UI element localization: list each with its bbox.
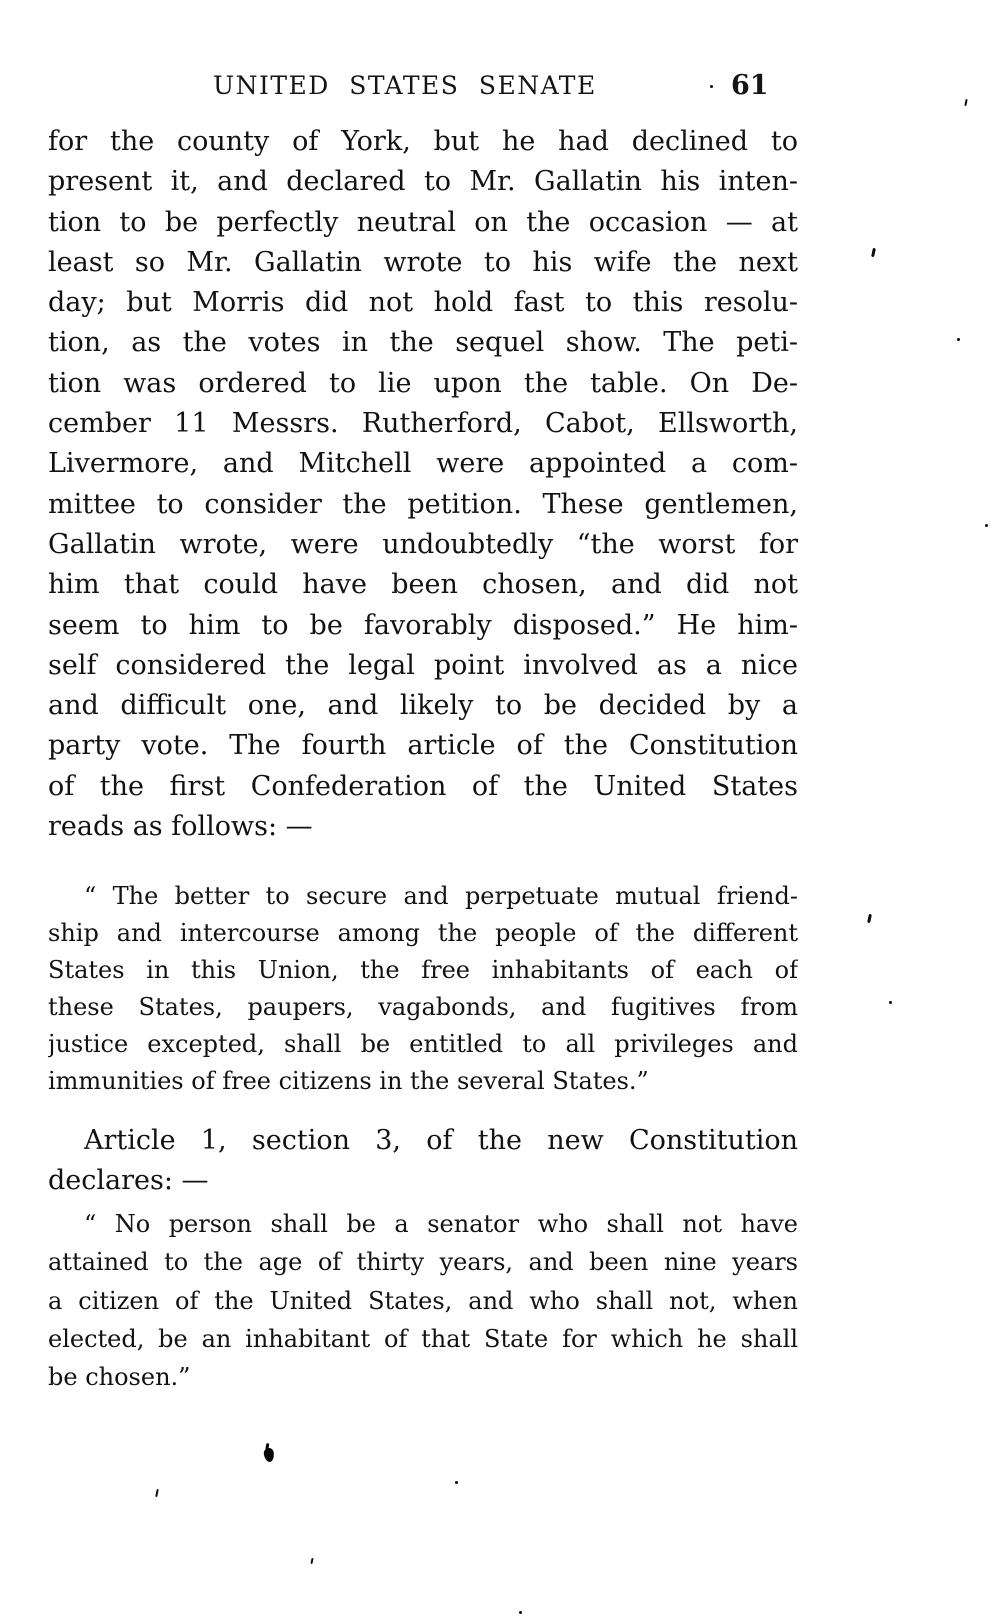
text-line: “ The better to secure and perpetuate mutual friend- bbox=[84, 882, 798, 910]
text-line: and difficult one, and likely to be decided by a bbox=[48, 690, 798, 722]
scan-speck bbox=[310, 1558, 313, 1564]
ink-blot bbox=[263, 1447, 275, 1462]
text-line: Gallatin wrote, were undoubtedly “the worst for bbox=[48, 528, 798, 560]
text-line: tion to be perfectly neutral on the occasion — at bbox=[48, 206, 798, 238]
running-title: UNITED STATES SENATE bbox=[213, 71, 597, 100]
text-line: immunities of free citizens in the several States.” bbox=[48, 1067, 649, 1095]
text-line: present it, and declared to Mr. Gallatin his inten- bbox=[48, 166, 798, 198]
text-line: tion, as the votes in the sequel show. The peti- bbox=[48, 327, 798, 359]
scan-speck bbox=[155, 1489, 159, 1497]
text-line: mittee to consider the petition. These gentlemen, bbox=[48, 488, 798, 520]
text-line: cember 11 Messrs. Rutherford, Cabot, Ellsworth, bbox=[48, 408, 798, 440]
text-line: these States, paupers, vagabonds, and fugitives from bbox=[48, 993, 798, 1021]
text-line: ship and intercourse among the people of the different bbox=[48, 919, 798, 947]
text-line: for the county of York, but he had declined to bbox=[48, 126, 798, 157]
text-line: elected, be an inhabitant of that State for which he shall bbox=[48, 1324, 798, 1353]
blockquote-2 bbox=[48, 1205, 798, 1396]
text-line: him that could have been chosen, and did not bbox=[48, 569, 798, 601]
scan-speck bbox=[889, 1001, 892, 1004]
scan-speck bbox=[519, 1611, 522, 1614]
text-line: justice excepted, shall be entitled to all privileges and bbox=[48, 1030, 798, 1058]
scan-speck bbox=[964, 99, 967, 106]
text-line: party vote. The fourth article of the Constitution bbox=[48, 730, 798, 762]
scan-speck bbox=[871, 248, 876, 257]
paragraph-2 bbox=[48, 1121, 798, 1202]
text-line: tion was ordered to lie upon the table. On De- bbox=[48, 367, 798, 399]
text-line: be chosen.” bbox=[48, 1363, 191, 1392]
text-line: a citizen of the United States, and who shall not, when bbox=[48, 1286, 798, 1315]
text-line: “ No person shall be a senator who shall not have bbox=[84, 1210, 798, 1238]
text-line: of the first Confederation of the United States bbox=[48, 770, 798, 802]
text-line: attained to the age of thirty years, and been nine years bbox=[48, 1248, 798, 1277]
text-line: seem to him to be favorably disposed.” He him- bbox=[48, 609, 798, 641]
text-line: declares: — bbox=[48, 1165, 209, 1197]
paragraph-1 bbox=[48, 122, 798, 847]
scan-speck bbox=[455, 1481, 458, 1484]
scan-speck bbox=[985, 524, 988, 527]
text-line: reads as follows: — bbox=[48, 811, 313, 843]
text-line: day; but Morris did not hold fast to this resolu- bbox=[48, 287, 798, 319]
blockquote-1 bbox=[48, 878, 798, 1100]
text-line: Article 1, section 3, of the new Constitution bbox=[84, 1125, 798, 1156]
text-line: least so Mr. Gallatin wrote to his wife the next bbox=[48, 246, 798, 278]
page-number: 61 bbox=[731, 70, 769, 101]
scan-speck bbox=[710, 85, 713, 88]
text-line: States in this Union, the free inhabitants of each of bbox=[48, 956, 798, 984]
text-line: Livermore, and Mitchell were appointed a com- bbox=[48, 448, 798, 480]
scan-speck bbox=[867, 914, 872, 923]
text-line: self considered the legal point involved as a nice bbox=[48, 649, 798, 681]
scan-speck bbox=[957, 338, 960, 341]
